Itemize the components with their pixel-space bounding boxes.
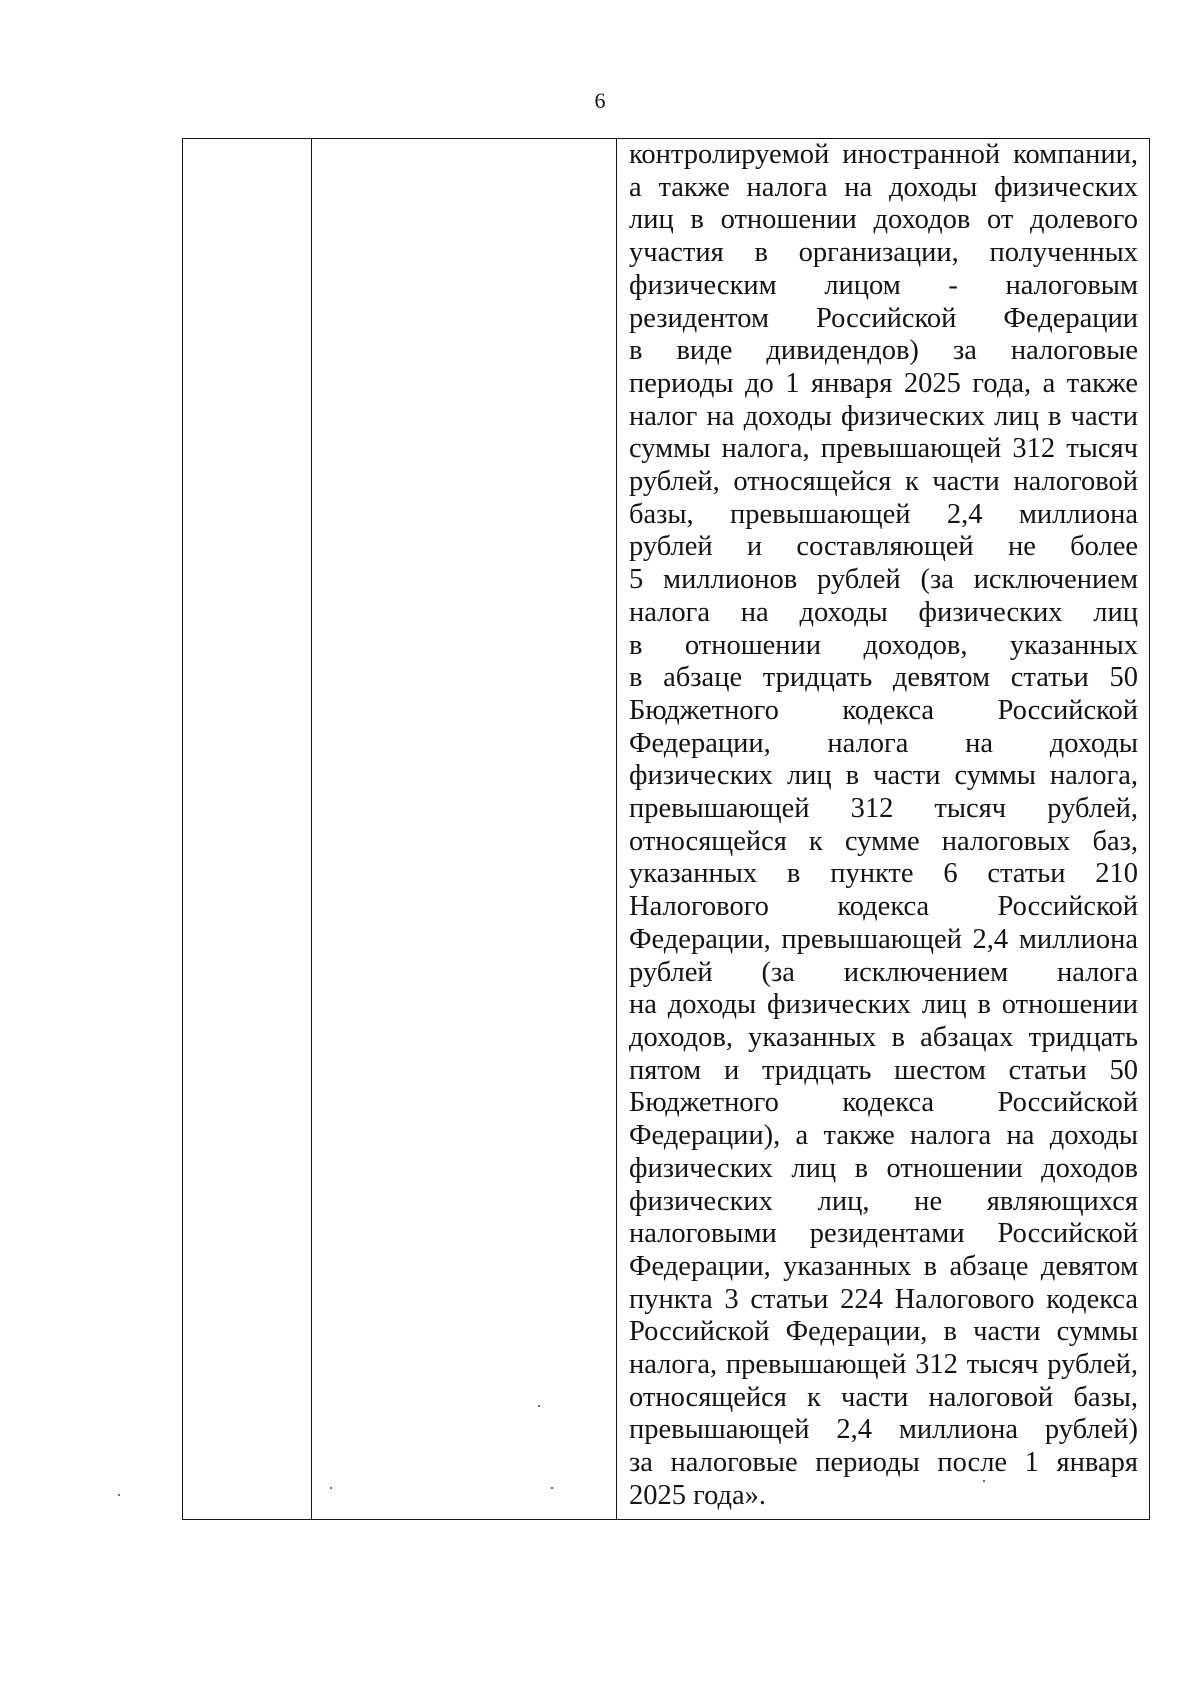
text-line: а также налога на доходы физических (629, 171, 1138, 203)
text-line: налога, превышающей 312 тысяч рублей, (629, 1349, 1138, 1381)
text-line: указанных в пункте 6 статьи 210 (629, 858, 1138, 890)
text-line: Федерации, превышающей 2,4 миллиона (629, 923, 1138, 955)
text-line: Налогового кодекса Российской (629, 891, 1138, 923)
table-cell-column-1 (183, 139, 311, 1519)
page-number: 6 (594, 88, 606, 113)
text-line: Бюджетного кодекса Российской (629, 1087, 1138, 1119)
text-line: базы, превышающей 2,4 миллиона (629, 498, 1138, 530)
text-line: суммы налога, превышающей 312 тысяч (629, 433, 1138, 465)
table-cell-column-2 (312, 139, 616, 1519)
text-line: 2025 года». (629, 1479, 767, 1511)
text-line: относящейся к части налоговой базы, (629, 1381, 1138, 1413)
text-line: в виде дивидендов) за налоговые (629, 335, 1138, 367)
text-line: контролируемой иностранной компании, (629, 139, 1138, 170)
text-line: рублей (за исключением налога (629, 956, 1138, 988)
text-line: превышающей 312 тысяч рублей, (629, 793, 1138, 825)
text-line: пункта 3 статьи 224 Налогового кодекса (629, 1283, 1138, 1315)
text-line: Бюджетного кодекса Российской (629, 694, 1138, 726)
text-line: Федерации), а также налога на доходы (629, 1120, 1138, 1152)
text-line: физических лиц, не являющихся (629, 1185, 1138, 1217)
text-line: 5 миллионов рублей (за исключением (629, 564, 1138, 596)
text-line: рублей и составляющей не более (629, 531, 1138, 563)
text-line: физическим лицом - налоговым (629, 269, 1138, 301)
text-line: физических лиц в отношении доходов (629, 1152, 1138, 1184)
text-line: налог на доходы физических лиц в части (629, 400, 1138, 432)
scan-speck (551, 1487, 553, 1489)
text-line: Российской Федерации, в части суммы (629, 1316, 1138, 1348)
text-line: в абзаце тридцать девятом статьи 50 (629, 662, 1138, 694)
text-line: Федерации, указанных в абзаце девятом (629, 1250, 1138, 1282)
text-line: Федерации, налога на доходы (629, 727, 1138, 759)
text-line: физических лиц в части суммы налога, (629, 760, 1138, 792)
text-line: превышающей 2,4 миллиона рублей) (629, 1414, 1138, 1446)
scan-speck (983, 1480, 985, 1482)
text-line: доходов, указанных в абзацах тридцать (629, 1021, 1138, 1053)
text-line: относящейся к сумме налоговых баз, (629, 825, 1138, 857)
scan-speck (330, 1487, 332, 1489)
scan-speck (538, 1405, 540, 1407)
text-line: рублей, относящейся к части налоговой (629, 466, 1138, 498)
scan-speck (118, 1494, 120, 1496)
text-line: налога на доходы физических лиц (629, 596, 1138, 628)
cell-paragraph (629, 139, 1138, 1513)
text-line: на доходы физических лиц в отношении (629, 989, 1138, 1021)
text-line: периоды до 1 января 2025 года, а также (629, 367, 1138, 399)
text-line: пятом и тридцать шестом статьи 50 (629, 1054, 1138, 1086)
text-line: налоговыми резидентами Российской (629, 1218, 1138, 1250)
text-line: лиц в отношении доходов от долевого (629, 204, 1138, 236)
document-table (182, 138, 1150, 1520)
table-cell-column-3 (617, 139, 1151, 1519)
text-line: участия в организации, полученных (629, 237, 1138, 269)
text-line: в отношении доходов, указанных (629, 629, 1138, 661)
text-line: за налоговые периоды после 1 января (629, 1447, 1138, 1479)
text-line: резидентом Российской Федерации (629, 302, 1138, 334)
